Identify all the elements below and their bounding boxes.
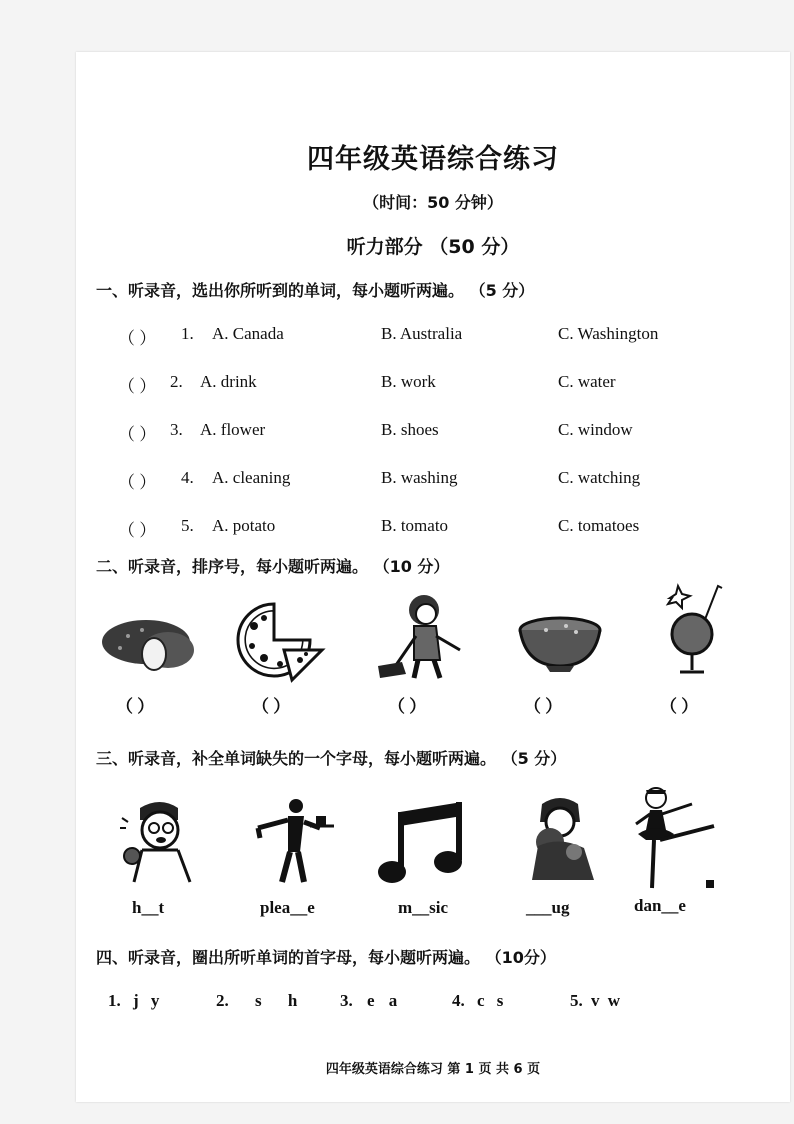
q1-option-b[interactable]: B. Australia: [381, 324, 463, 343]
order-blank-2[interactable]: （ ）: [252, 697, 291, 716]
q1-option-a[interactable]: A. Canada: [212, 324, 284, 343]
q5-number: 5.: [181, 516, 194, 535]
q1-option-c[interactable]: C. Washington: [558, 324, 659, 343]
boy-sweeping-icon: [374, 592, 472, 682]
initial-letter-item-3[interactable]: 3. e a: [340, 991, 398, 1010]
q4-blank[interactable]: （ ）: [118, 473, 157, 492]
time-limit: （时间：50 分钟）: [363, 193, 503, 212]
q4-option-a[interactable]: A. cleaning: [212, 468, 291, 487]
q5-option-b[interactable]: B. tomato: [381, 516, 449, 535]
order-blank-3[interactable]: （ ）: [388, 697, 427, 716]
initial-letter-item-4[interactable]: 4. c s: [452, 991, 504, 1010]
part-heading: 听力部分 （50 分）: [346, 236, 520, 258]
q3-option-c[interactable]: C. window: [558, 420, 633, 439]
section2-heading: 二、听录音，排序号，每小题听两遍。 （10 分）: [96, 557, 450, 576]
q3-blank[interactable]: （ ）: [118, 425, 157, 444]
q4-option-b[interactable]: B. washing: [381, 468, 458, 487]
section1-heading: 一、听录音，选出你所听到的单词，每小题听两遍。 （5 分）: [96, 281, 535, 300]
initial-letter-item-2[interactable]: 2. s h: [216, 991, 298, 1010]
initial-letter-item-5[interactable]: 5. v w: [570, 991, 621, 1010]
q2-option-c[interactable]: C. water: [558, 372, 616, 391]
exam-paper: [76, 52, 790, 1102]
missing-letter-word-2[interactable]: plea__e: [260, 898, 315, 917]
initial-letter-item-1[interactable]: 1. j y: [108, 991, 160, 1010]
q1-blank[interactable]: （ ）: [118, 329, 157, 348]
q2-blank[interactable]: （ ）: [118, 377, 157, 396]
potato-icon: [98, 606, 202, 678]
q5-blank[interactable]: （ ）: [118, 521, 157, 540]
music-note-icon: [376, 800, 468, 886]
waiter-icon: [252, 798, 336, 884]
page-title: 四年级英语综合练习: [307, 144, 559, 175]
ballet-dancer-icon: [632, 784, 732, 894]
page-footer: 四年级英语综合练习 第 1 页 共 6 页: [325, 1062, 541, 1077]
missing-letter-word-1[interactable]: h__t: [132, 898, 165, 917]
missing-letter-word-5[interactable]: dan__e: [634, 896, 686, 915]
q2-option-a[interactable]: A. drink: [200, 372, 257, 391]
hot-man-icon: [116, 798, 206, 884]
q5-option-a[interactable]: A. potato: [212, 516, 276, 535]
missing-letter-word-3[interactable]: m__sic: [398, 898, 449, 917]
q3-option-a[interactable]: A. flower: [200, 420, 266, 439]
section3-heading: 三、听录音，补全单词缺失的一个字母，每小题听两遍。 （5 分）: [96, 749, 567, 768]
q1-number: 1.: [181, 324, 194, 343]
order-blank-4[interactable]: （ ）: [524, 697, 563, 716]
cocktail-icon: [660, 582, 724, 678]
soup-bowl-icon: [516, 614, 604, 674]
q2-number: 2.: [170, 372, 183, 391]
q3-option-b[interactable]: B. shoes: [381, 420, 439, 439]
pizza-icon: [234, 598, 330, 684]
order-blank-1[interactable]: （ ）: [116, 697, 155, 716]
section4-heading: 四、听录音，圈出所听单词的首字母，每小题听两遍。 （10分）: [96, 948, 556, 967]
q5-option-c[interactable]: C. tomatoes: [558, 516, 640, 535]
q4-option-c[interactable]: C. watching: [558, 468, 641, 487]
order-blank-5[interactable]: （ ）: [660, 697, 699, 716]
missing-letter-word-4[interactable]: ___ug: [526, 898, 570, 917]
q4-number: 4.: [181, 468, 194, 487]
q2-option-b[interactable]: B. work: [381, 372, 436, 391]
q3-number: 3.: [170, 420, 183, 439]
girl-hug-icon: [524, 796, 602, 884]
